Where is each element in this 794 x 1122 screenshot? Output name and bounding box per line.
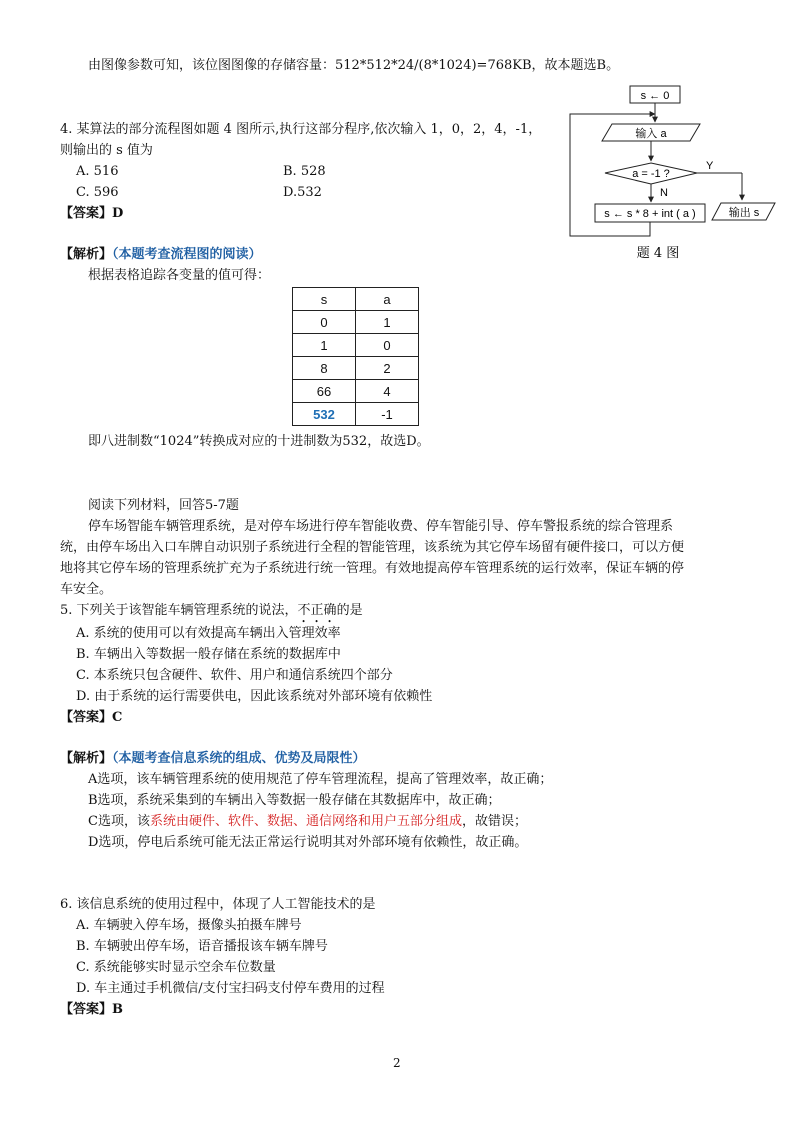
trace-cell-a: 0 xyxy=(356,334,419,357)
q5-stem-emphasis: 不正确 xyxy=(297,603,337,618)
q5-analysis-c-prefix: C选项，该 xyxy=(88,814,150,829)
q6-stem: 6. 该信息系统的使用过程中，体现了人工智能技术的是 xyxy=(60,897,376,912)
table-row xyxy=(293,357,419,380)
page-number: 2 xyxy=(393,1056,401,1070)
trace-cell-s-result: 532 xyxy=(293,403,356,426)
table-row xyxy=(293,380,419,403)
q5-analysis-label: 【解析】 xyxy=(60,751,113,766)
flow-caption: 题 4 图 xyxy=(636,246,680,261)
q5-answer-value: C xyxy=(112,710,123,725)
trace-cell-s: 8 xyxy=(293,357,356,380)
flow-init-text: s ← 0 xyxy=(640,90,670,102)
flow-input-text: 输入 a xyxy=(635,128,667,140)
q4-option-d: D.532 xyxy=(283,185,322,200)
trace-cell-s: 0 xyxy=(293,311,356,334)
q5-answer xyxy=(60,709,122,727)
q4-analysis-line1: 根据表格追踪各变量的值可得： xyxy=(88,268,271,283)
reading-line1: 停车场智能车辆管理系统，是对停车场进行停车智能收费、停车智能引导、停车警报系统的综合管理系 xyxy=(88,519,674,534)
q4-answer-label: 【答案】 xyxy=(60,206,113,221)
trace-table-header-row xyxy=(293,288,419,311)
reading-line2: 统，由停车场出入口车牌自动识别子系统进行全程的智能管理，该系统为其它停车场留有硬件接口，可以方便 xyxy=(60,540,685,555)
flow-decision-text: a = -1 ? xyxy=(632,168,670,180)
q5-option-b: B. 车辆出入等数据一般存储在系统的数据库中 xyxy=(76,647,341,662)
q6-answer xyxy=(60,1001,123,1019)
q4-stem-line2: 则输出的 s 值为 xyxy=(60,143,153,158)
q4-answer xyxy=(60,205,123,223)
q4-answer-value: D xyxy=(112,206,124,221)
trace-cell-a: -1 xyxy=(356,403,419,426)
q6-option-a: A. 车辆驶入停车场，摄像头拍摄车牌号 xyxy=(76,918,302,933)
reading-line4: 车安全。 xyxy=(60,582,113,597)
q5-analysis-c-highlight: 系统由硬件、软件、数据、通信网络和用户五部分组成 xyxy=(149,814,462,829)
trace-header-s: s xyxy=(293,288,356,311)
reading-intro: 阅读下列材料，回答5-7题 xyxy=(88,498,239,513)
q5-analysis-a: A选项，该车辆管理系统的使用规范了停车管理流程，提高了管理效率，故正确； xyxy=(88,772,553,787)
q5-analysis-c-suffix: ，故错误； xyxy=(461,814,527,829)
q4-stem-line1: 4. 某算法的部分流程图如题 4 图所示,执行这部分程序,依次输入 1，0，2，4，-1， xyxy=(60,122,542,137)
q5-option-a: A. 系统的使用可以有效提高车辆出入管理效率 xyxy=(76,626,341,641)
q4-analysis-topic: （本题考查流程图的阅读） xyxy=(112,247,262,262)
q4-option-a: A. 516 xyxy=(76,164,119,179)
q4-option-b: B. 528 xyxy=(283,164,326,179)
table-row xyxy=(293,334,419,357)
q4-analysis-heading xyxy=(60,246,262,264)
q5-analysis-b: B选项，系统采集到的车辆出入等数据一般存储在其数据库中，故正确； xyxy=(88,793,501,808)
trace-cell-a: 4 xyxy=(356,380,419,403)
flow-no-label: N xyxy=(660,187,668,199)
trace-header-a: a xyxy=(356,288,419,311)
flow-process-text: s ← s * 8 + int ( a ) xyxy=(604,208,696,220)
q6-option-b: B. 车辆驶出停车场，语音播报该车辆车牌号 xyxy=(76,939,328,954)
q6-option-d: D. 车主通过手机微信/支付宝扫码支付停车费用的过程 xyxy=(76,981,385,996)
q4-conclusion: 即八进制数“1024”转换成对应的十进制数为532，故选D。 xyxy=(88,434,430,449)
trace-cell-s: 66 xyxy=(293,380,356,403)
flow-yes-label: Y xyxy=(706,160,714,172)
trace-table xyxy=(292,287,419,426)
q6-answer-label: 【答案】 xyxy=(60,1002,113,1017)
reading-line3: 地将其它停车场的管理系统扩充为子系统进行统一管理。有效地提高停车管理系统的运行效率，保证车辆的停 xyxy=(60,561,685,576)
intro-line: 由图像参数可知，该位图图像的存储容量：512*512*24/(8*1024)=768KB，故本题选B。 xyxy=(88,58,620,73)
flow-output-text: 输出 s xyxy=(728,207,760,219)
q6-answer-value: B xyxy=(112,1002,124,1017)
trace-cell-a: 2 xyxy=(356,357,419,380)
q5-stem-prefix: 5. 下列关于该智能车辆管理系统的说法， xyxy=(60,603,298,618)
q5-stem-suffix: 的是 xyxy=(336,603,363,618)
flowchart-figure xyxy=(560,80,790,265)
trace-cell-a: 1 xyxy=(356,311,419,334)
q5-analysis-d: D选项，停电后系统可能无法正常运行说明其对外部环境有依赖性，故正确。 xyxy=(88,835,528,850)
q5-answer-label: 【答案】 xyxy=(60,710,113,725)
q5-analysis-heading xyxy=(60,750,366,768)
table-row xyxy=(293,403,419,426)
q5-analysis-c xyxy=(88,813,527,831)
q5-option-d: D. 由于系统的运行需要供电，因此该系统对外部环境有依赖性 xyxy=(76,689,433,704)
table-row xyxy=(293,311,419,334)
trace-cell-s: 1 xyxy=(293,334,356,357)
q4-option-c: C. 596 xyxy=(76,185,119,200)
q6-option-c: C. 系统能够实时显示空余车位数量 xyxy=(76,960,276,975)
q5-option-c: C. 本系统只包含硬件、软件、用户和通信系统四个部分 xyxy=(76,668,393,683)
q5-analysis-topic: （本题考查信息系统的组成、优势及局限性） xyxy=(112,751,366,766)
q5-stem xyxy=(60,602,363,626)
q4-analysis-label: 【解析】 xyxy=(60,247,113,262)
